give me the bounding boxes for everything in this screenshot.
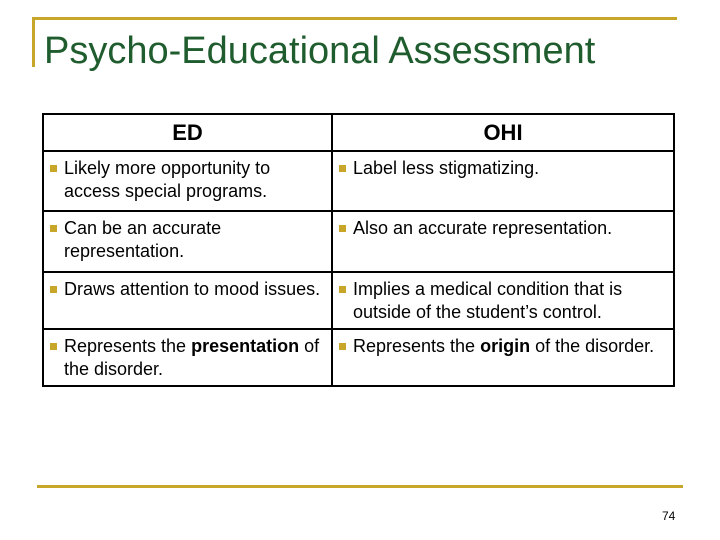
page-number: 74 — [662, 509, 676, 523]
ohi-cell — [332, 151, 674, 211]
ed-cell — [43, 151, 332, 211]
ohi-cell — [332, 211, 674, 272]
bullet-square-icon — [50, 225, 57, 232]
ohi-text: Label less stigmatizing. — [353, 158, 540, 178]
ohi-text: Also an accurate representation. — [353, 218, 613, 238]
bullet-square-icon — [339, 225, 346, 232]
frame-left-line — [32, 17, 35, 67]
ed-cell — [43, 329, 332, 386]
ed-cell — [43, 272, 332, 329]
slide-title: Psycho-Educational Assessment — [44, 30, 596, 72]
ed-text-after: of the disorder. — [64, 336, 320, 379]
bullet-square-icon — [339, 165, 346, 172]
ohi-cell — [332, 272, 674, 329]
header-ed: ED — [43, 114, 332, 151]
ed-text: Likely more opportunity to access special programs. — [64, 158, 271, 201]
table-row — [43, 151, 674, 211]
ed-text-bold: presentation — [191, 336, 300, 356]
ohi-text-bold: origin — [480, 336, 531, 356]
footer-rule — [37, 485, 683, 488]
bullet-square-icon — [339, 343, 346, 350]
bullet-square-icon — [50, 343, 57, 350]
bullet-square-icon — [50, 165, 57, 172]
ohi-text: Implies a medical condition that is outside of the student’s control. — [353, 279, 623, 322]
bullet-square-icon — [50, 286, 57, 293]
ed-text: Can be an accurate representation. — [64, 218, 222, 261]
comparison-table — [42, 113, 675, 387]
ed-cell — [43, 211, 332, 272]
table-row — [43, 329, 674, 386]
ed-text: Draws attention to mood issues. — [64, 279, 321, 299]
table-row — [43, 272, 674, 329]
ohi-text-before: Represents the — [353, 336, 481, 356]
ohi-text-after: of the disorder. — [530, 336, 655, 356]
table-row — [43, 211, 674, 272]
bullet-square-icon — [339, 286, 346, 293]
header-ohi: OHI — [332, 114, 674, 151]
ed-text-before: Represents the — [64, 336, 192, 356]
frame-top-line — [32, 17, 677, 20]
ohi-cell — [332, 329, 674, 386]
